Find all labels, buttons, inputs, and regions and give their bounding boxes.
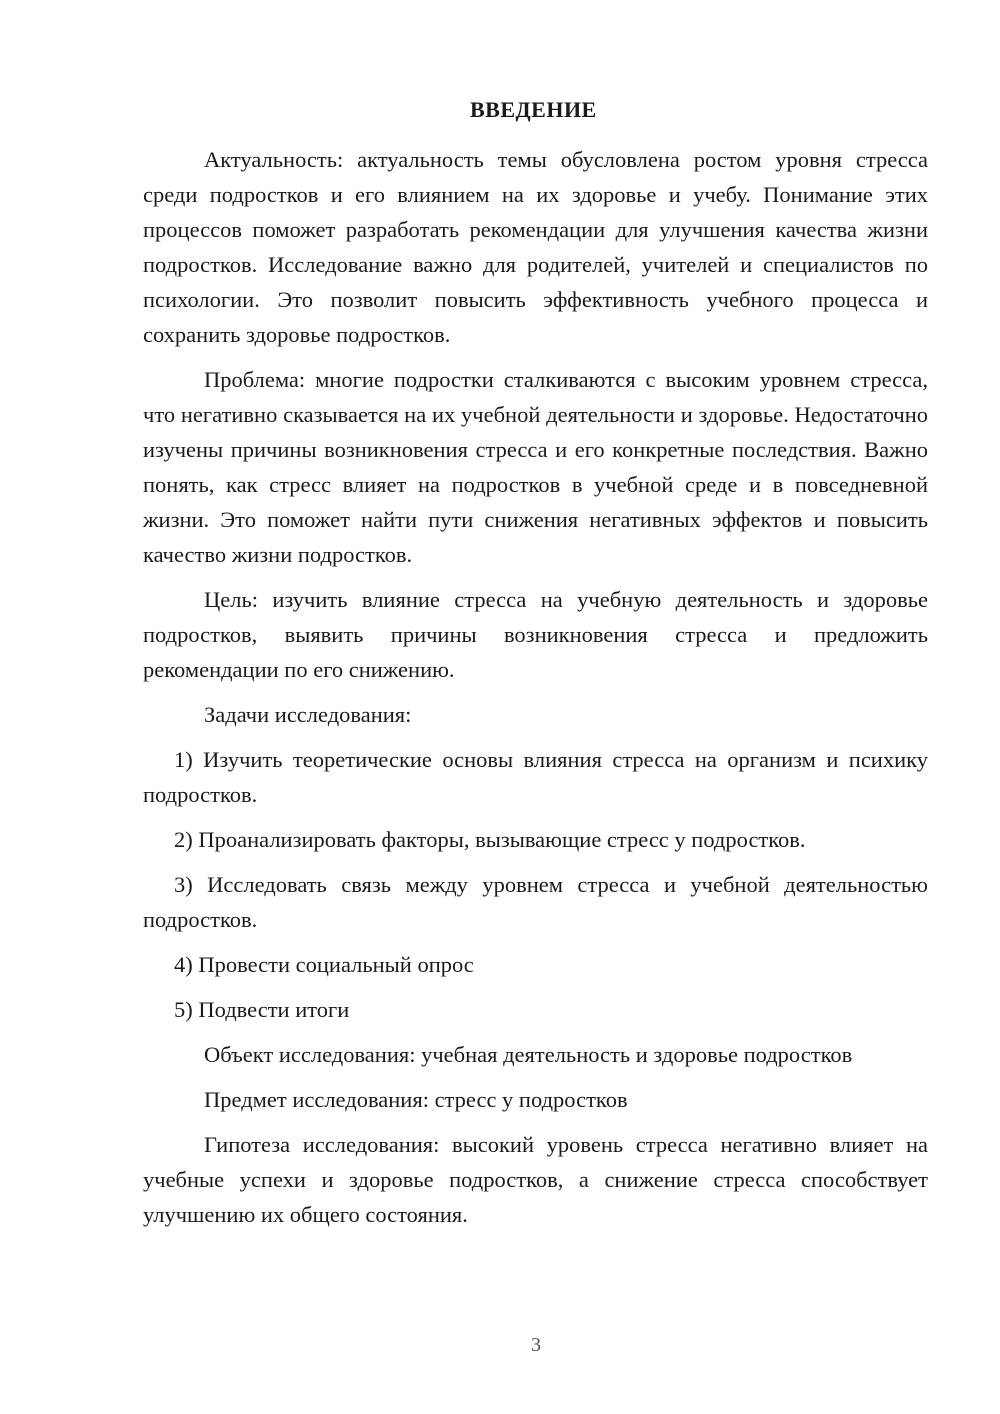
task-item-2: 2) Проанализировать факторы, вызывающие стресс у подростков. (174, 827, 806, 852)
task-item-3: 3) Исследовать связь между уровнем стресса и учебной деятельностью подростков. (143, 872, 928, 932)
paragraph-hypothesis: Гипотеза исследования: высокий уровень стресса негативно влияет на учебные успехи и здоровье подростков, а снижение стресса способствует улучшению их общего состояния. (143, 1132, 928, 1227)
paragraph-goal: Цель: изучить влияние стресса на учебную деятельность и здоровье подростков, выявить причины возникновения стресса и предложить рекомендации по его снижению. (143, 587, 928, 682)
paragraph-subject: Предмет исследования: стресс у подростков (204, 1087, 628, 1112)
paragraph-problem: Проблема: многие подростки сталкиваются с высоким уровнем стресса, что негативно сказывается на их учебной деятельности и здоровье. Недостаточно изучены причины возникновения стресса и его конкретные последствия. Важно понять, как стресс влияет на подростков в учебной среде и в повседневной жизни. Это поможет найти пути снижения негативных эффектов и повысить качество жизни подростков. (143, 367, 928, 567)
paragraph-relevance: Актуальность: актуальность темы обусловлена ростом уровня стресса среди подростков и его влиянием на их здоровье и учебу. Понимание этих процессов поможет разработать рекомендации для улучшения качества жизни подростков. Исследование важно для родителей, учителей и специалистов по психологии. Это позволит повысить эффективность учебного процесса и сохранить здоровье подростков. (143, 147, 928, 347)
heading-text: ВВЕДЕНИЕ (470, 97, 597, 122)
paragraph-tasks-heading: Задачи исследования: (204, 702, 412, 727)
page-number: 3 (531, 1334, 541, 1356)
task-item-4: 4) Провести социальный опрос (174, 952, 474, 977)
task-item-1: 1) Изучить теоретические основы влияния стресса на организм и психику подростков. (143, 747, 928, 807)
paragraph-object: Объект исследования: учебная деятельность и здоровье подростков (204, 1042, 853, 1067)
document-body (143, 142, 928, 1242)
task-item-5: 5) Подвести итоги (174, 997, 350, 1022)
